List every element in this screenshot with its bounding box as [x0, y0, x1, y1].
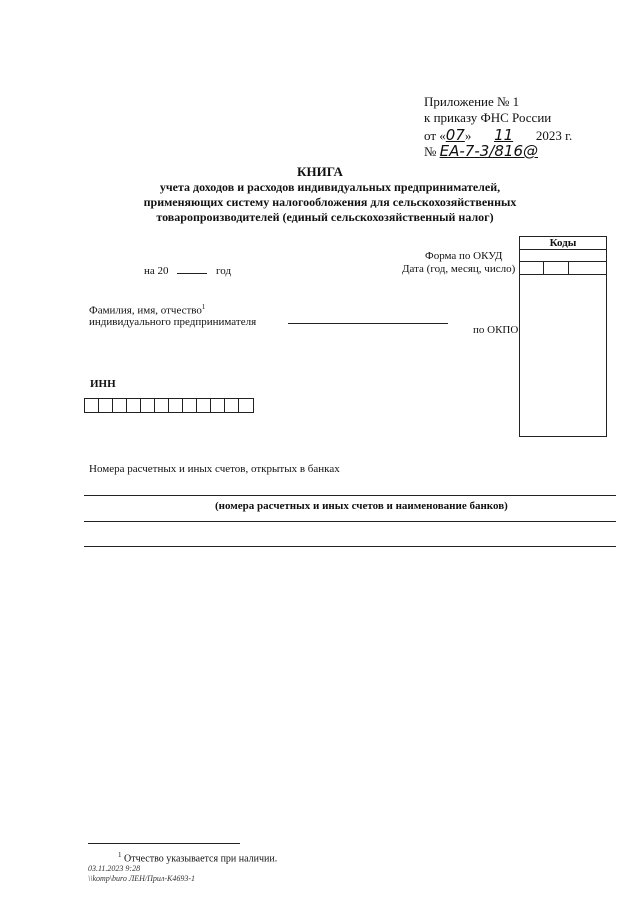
appendix-line1: Приложение № 1: [424, 94, 520, 109]
year-blank[interactable]: [177, 273, 207, 274]
fio-input-line[interactable]: [288, 323, 448, 324]
accounts-label: Номера расчетных и иных счетов, открытых в банках: [89, 463, 340, 475]
title-line2: применяющих систему налогообложения для сельскохозяйственных: [143, 195, 517, 209]
number-prefix: №: [424, 144, 437, 159]
accounts-line-2[interactable]: [84, 521, 616, 522]
accounts-caption: (номера расчетных и иных счетов и наименование банков): [215, 500, 508, 512]
inn-cell[interactable]: [197, 399, 211, 412]
inn-cell[interactable]: [239, 399, 253, 412]
date-month: 11: [494, 126, 514, 144]
fio-label-line2: индивидуального предпринимателя: [89, 316, 257, 328]
appendix-line2: к приказу ФНС России: [424, 110, 552, 125]
print-stamp-line2: \\komp\buro ЛЕН/Прил-К4693-1: [88, 874, 196, 883]
inn-cells[interactable]: [84, 398, 254, 413]
date-day: 07: [445, 126, 465, 144]
appendix-number-line: [424, 142, 538, 160]
number-value: ЕА-7-3/816@: [439, 142, 538, 160]
footnote: [118, 851, 277, 864]
fio-footnote-ref: 1: [201, 303, 206, 311]
print-stamp-line1: 03.11.2023 9:28: [88, 864, 141, 873]
fio-label-line1: Фамилия, имя, отчество: [89, 304, 202, 317]
inn-cell[interactable]: [169, 399, 183, 412]
date-label: Дата (год, месяц, число): [402, 263, 516, 275]
inn-cell[interactable]: [99, 399, 113, 412]
inn-cell[interactable]: [183, 399, 197, 412]
inn-cell[interactable]: [211, 399, 225, 412]
codes-header: Коды: [549, 237, 577, 249]
inn-cell[interactable]: [113, 399, 127, 412]
title-line3: товаропроизводителей (единый сельскохозяйственный налог): [156, 210, 494, 224]
okpo-label: по ОКПО: [473, 324, 519, 336]
inn-label: ИНН: [90, 378, 116, 390]
inn-cell[interactable]: [155, 399, 169, 412]
title-line1: учета доходов и расходов индивидуальных предпринимателей,: [159, 180, 501, 194]
year-suffix: год: [216, 265, 232, 277]
inn-cell[interactable]: [141, 399, 155, 412]
year-line: [144, 265, 231, 277]
inn-cell[interactable]: [127, 399, 141, 412]
fio-label: [89, 303, 205, 317]
footnote-text: Отчество указывается при наличии.: [124, 853, 278, 865]
footnote-separator: [88, 843, 240, 844]
document-title: КНИГА: [297, 164, 343, 179]
okud-label: Форма по ОКУД: [425, 250, 503, 262]
accounts-line-1[interactable]: [84, 495, 616, 496]
date-prefix: от «: [424, 128, 446, 143]
inn-cell[interactable]: [85, 399, 99, 412]
date-mid: »: [464, 128, 472, 143]
date-year: 2023 г.: [535, 128, 573, 143]
footnote-marker: 1: [118, 851, 122, 859]
inn-cell[interactable]: [225, 399, 239, 412]
year-prefix: на 20: [144, 265, 169, 277]
accounts-line-3[interactable]: [84, 546, 616, 547]
